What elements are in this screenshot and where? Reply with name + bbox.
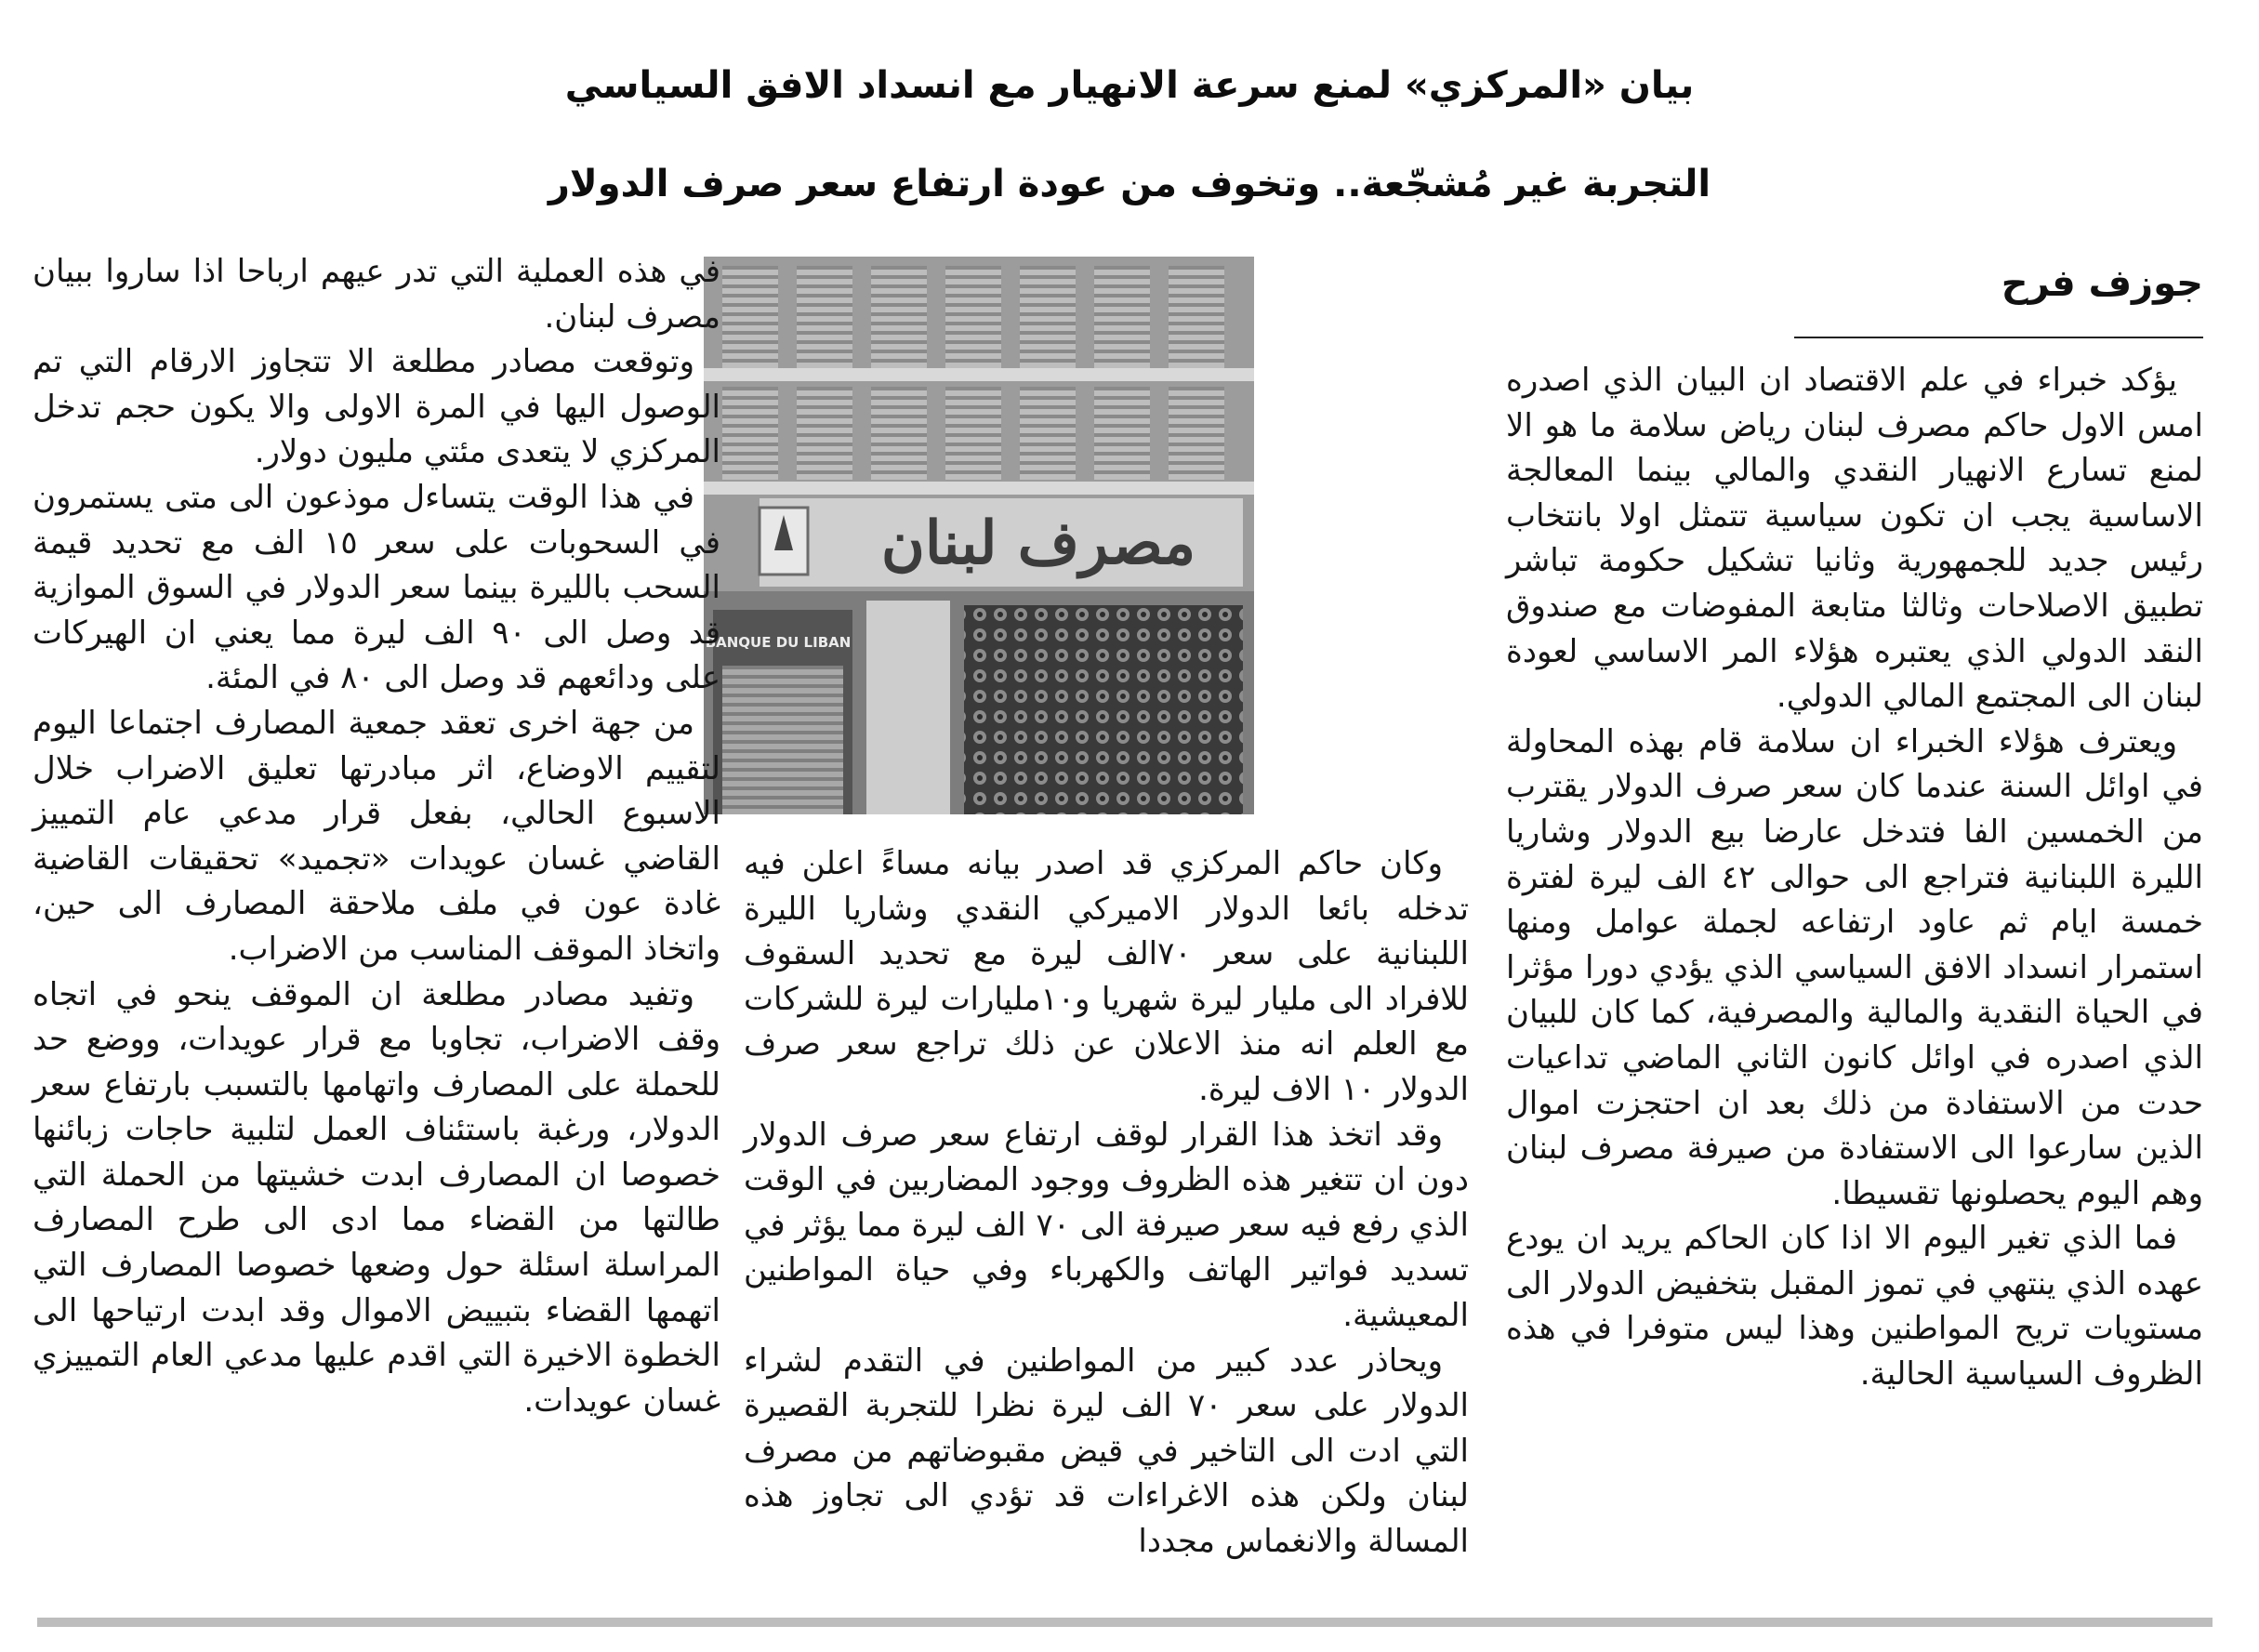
sign-arabic-text: مصرف لبنان: [880, 509, 1196, 578]
paragraph: وكان حاكم المركزي قد اصدر بيانه مساءً اعلن فيه تدخله بائعا الدولار الاميركي النقدي وشاريا الليرة اللبنانية على سعر ٧٠الف ليرة مع تحديد السقوف للافراد الى مليار ليرة شهريا و١٠مليارات ليرة للشركات مع العلم انه منذ الاعلان عن ذلك تراجع سعر صرف الدولار ١٠ الاف ليرة.: [744, 845, 1469, 1108]
paragraph: وقد اتخذ هذا القرار لوقف ارتفاع سعر صرف الدولار دون ان تتغير هذه الظروف ووجود المضاربين في الوقت الذي رفع فيه سعر صيرفة الى ٧٠ الف ليرة مما يؤثر في تسديد فواتير الهاتف والكهرباء وفي حياة المواطنين المعيشية.: [744, 1116, 1469, 1334]
paragraph: وتوقعت مصادر مطلعة الا تتجاوز الارقام التي تم الوصول اليها في المرة الاولى والا يكون حجم تدخل المركزي لا يتعدى مئتي مليون دولار.: [33, 343, 720, 471]
headline-line-1: بيان «المركزي» لمنع سرعة الانهيار مع انسداد الافق السياسي: [564, 64, 1695, 107]
article-column-right: [1506, 358, 2203, 1397]
paragraph: وتفيد مصادر مطلعة ان الموقف ينحو في اتجاه وقف الاضراب، تجاوبا مع قرار عويدات، ووضع حد للحملة على المصارف واتهامها بالتسبب بارتفاع سعر الدولار، ورغبة باستئناف العمل لتلبية حاجات زبائنها خصوصا ان المصارف ابدت خشيتها من الحملة التي طالتها من القضاء مما ادى الى طرح المصارف المراسلة اسئلة حول وضعها خصوصا المصارف التي اتهمها القضاء بتبييض الاموال وقد ابدت ارتياحها الى الخطوة الاخيرة التي اقدم عليها مدعي العام التمييزي غسان عويدات.: [33, 975, 720, 1420]
page-bottom-rule: [37, 1618, 2213, 1627]
paragraph: ويعترف هؤلاء الخبراء ان سلامة قام بهذه المحاولة في اوائل السنة عندما كان سعر صرف الدولار يقترب من الخمسين الفا فتدخل عارضا بيع الدولار وشاريا الليرة اللبنانية فتراجع الى حوالى ٤٢ الف ليرة لفترة خمسة ايام ثم عاود ارتفاعه لجملة عوامل ومنها استمرار انسداد الافق السياسي الذي يؤدي دورا مؤثرا في الحياة النقدية والمالية والمصرفية، كما كان للبيان الذي اصدره في اوائل كانون الثاني الماضي تداعيات حدت من الاستفادة من ذلك بعد ان احتجزت اموال الذين سارعوا الى الاستفادة من صيرفة مصرف لبنان وهم اليوم يحصلونها تقسيطا.: [1506, 722, 2203, 1212]
paragraph: يؤكد خبراء في علم الاقتصاد ان البيان الذي اصدره امس الاول حاكم مصرف لبنان رياض سلامة ما هو الا لمنع تسارع الانهيار النقدي والمالي بينما المعالجة الاساسية يجب ان تكون سياسية تتمثل اولا بانتخاب رئيس جديد للجمهورية وثانيا تشكيل حكومة تباشر تطبيق الاصلاحات وثالثا متابعة المفوضات مع صندوق النقد الدولي الذي يعتبره هؤلاء المر الاساسي لعودة لبنان الى المجتمع المالي الدولي.: [1506, 362, 2203, 716]
sign-french-text: BANQUE DU LIBAN: [705, 634, 852, 651]
article-column-left: [33, 249, 720, 1423]
paragraph: ويحاذر عدد كبير من المواطنين في التقدم لشراء الدولار على سعر ٧٠ الف ليرة نظرا للتجربة القصيرة التي ادت الى التاخير في قيض مقبوضاتهم من مصرف لبنان ولكن هذه الاغراءات قد تؤدي الى تجاوز هذه المسالة والانغماس مجددا: [744, 1341, 1470, 1560]
bank-building-photo: [704, 257, 1254, 814]
paragraph: من جهة اخرى تعقد جمعية المصارف اجتماعا اليوم لتقييم الاوضاع، اثر مبادرتها تعليق الاضراب خلال الاسبوع الحالي، بفعل قرار مدعي عام التمييز القاضي غسان عويدات «تجميد» تحقيقات القاضية غادة عون في ملف ملاحقة المصارف الى حين، واتخاذ الموقف المناسب من الاضراب.: [33, 704, 720, 968]
paragraph: في هذا الوقت يتساءل موذعون الى متى يستمرون في السحوبات على سعر ١٥ الف مع تحديد قيمة السحب بالليرة بينما سعر الدولار في السوق الموازية قد وصل الى ٩٠ الف ليرة مما يعني ان الهيركات على ودائعهم قد وصل الى ٨٠ في المئة.: [33, 478, 720, 697]
bank-sign: [760, 498, 1243, 587]
byline-divider: [1794, 337, 2203, 338]
article-column-middle: [744, 841, 1469, 1565]
paragraph: فما الذي تغير اليوم الا اذا كان الحاكم يريد ان يودع عهده الذي ينتهي في تموز المقبل بتخفيض الدولار الى مستويات تريح المواطنين وهذا ليس متوفرا في هذه الظروف السياسية الحالية.: [1506, 1220, 2203, 1394]
author-byline: جوزف فرح: [2001, 262, 2203, 305]
headline-line-2: التجربة غير مُشجّعة.. وتخوف من عودة ارتفاع سعر صرف الدولار: [548, 163, 1711, 205]
ground-floor: [704, 591, 1254, 814]
paragraph: في هذه العملية التي تدر عيهم ارباحا اذا ساروا ببيان مصرف لبنان.: [33, 253, 720, 336]
